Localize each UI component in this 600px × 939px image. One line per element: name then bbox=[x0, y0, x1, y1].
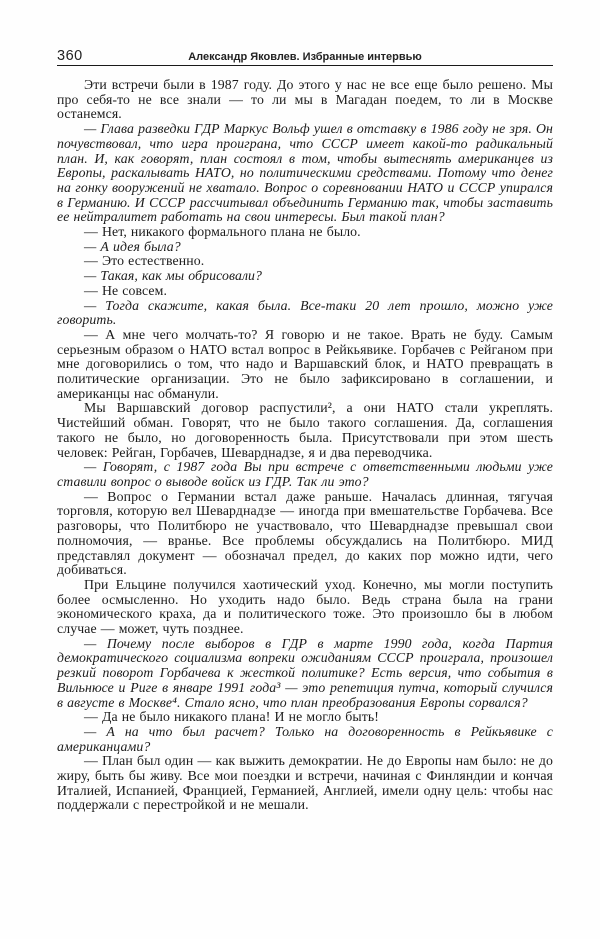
running-title: Александр Яковлев. Избранные интервью bbox=[188, 51, 422, 63]
interviewee-answer-paragraph: При Ельцине получился хаотический уход. Конечно, мы могли поступить более осмысленно. Но уходить надо было. Ведь страна была на грани экономического краха, да и политического тоже. Это произошло бы в любом случае — может, чуть позднее. bbox=[57, 576, 553, 637]
interviewee-answer-paragraph: — Вопрос о Германии встал даже раньше. Началась длинная, тягучая торговля, которую вел Шеварднадзе — иногда при вмешательстве Горбачева. Все разговоры, что Политбюро не участвовало, что Шеварднадзе превышал свои полномочия, — вранье. Все проблемы обсуждались на Политбюро. МИД представлял документ — обозначал предел, до каких пор можно идти, чего добиваться. bbox=[57, 488, 553, 578]
interviewer-question-paragraph: — Глава разведки ГДР Маркус Вольф ушел в отставку в 1986 году не зря. Он почувствовал, что игра проиграна, что СССР имеет какой-то радикальный план. И, как говорят, план состоял в том, чтобы вытеснять американцев из Европы, раскалывать НАТО, но политическими средствами. Потому что денег на гонку вооружений не хватало. Вопрос о соревновании НАТО и СССР упирался в Германию. И СССР рассчитывал объединить Германию так, чтобы заставить ее нейтралитет работать на свои интересы. Был такой план? bbox=[57, 121, 553, 225]
interviewee-answer-paragraph: Эти встречи были в 1987 году. До этого у нас не все еще было решено. Мы про себя-то не все знали — то ли мы в Магадан поедем, то ли в Москве останемся. bbox=[57, 77, 553, 122]
interviewer-question-paragraph: — Тогда скажите, какая была. Все-таки 20 лет прошло, можно уже говорить. bbox=[57, 297, 553, 328]
text-block bbox=[57, 46, 553, 813]
interviewee-answer-paragraph: — А мне чего молчать-то? Я говорю и не такое. Врать не буду. Самым серьезным образом о НАТО встал вопрос в Рейкьявике. Горбачев с Рейганом при мне договорились о том, что надо и Варшавский блок, и НАТО превращать в политические организации. Это не было зафиксировано в соглашении, и американцы нас обманули. bbox=[57, 326, 553, 401]
interviewee-answer-paragraph: Мы Варшавский договор распустили², а они НАТО стали укреплять. Чистейший обман. Говорят, что не было такого соглашения. Да, соглашения такого не было, но договоренность была. Присутствовали при этом шесть человек: Рейган, Горбачев, Шеварднадзе, я и два переводчика. bbox=[57, 400, 553, 460]
interviewee-answer-paragraph: — Да не было никакого плана! И не могло быть! bbox=[84, 709, 379, 725]
interviewer-question-paragraph: — А идея была? bbox=[84, 238, 181, 254]
interviewer-question-paragraph: — А на что был расчет? Только на договоренность в Рейкьявике с американцами? bbox=[57, 723, 553, 754]
interviewee-answer-paragraph: — План был один — как выжить демократии. Не до Европы нам было: не до жиру, быть бы живу. Все мои поездки и встречи, начиная с Финляндии и кончая Италией, Испанией, Францией, Германией, Англией, имели одну цель: чтобы нас поддержали с перестройкой и не мешали. bbox=[57, 753, 553, 813]
interviewer-question-paragraph: — Такая, как мы обрисовали? bbox=[84, 268, 263, 284]
interviewee-answer-paragraph: — Не совсем. bbox=[84, 282, 168, 298]
page-body bbox=[57, 78, 553, 813]
interviewee-answer-paragraph: — Нет, никакого формального плана не было. bbox=[84, 224, 361, 240]
interviewee-answer-paragraph: — Это естественно. bbox=[84, 253, 205, 269]
page-header bbox=[57, 46, 553, 66]
interviewer-question-paragraph: — Почему после выборов в ГДР в марте 1990 года, когда Партия демократического социализма вопреки ожиданиям СССР проиграла, произошел резкий поворот Горбачева к жесткой политике? Есть версия, что события в Вильнюсе и Риге в январе 1991 года³ — это репетиция путча, который случился в августе в Москве⁴. Стало ясно, что план преобразования Европы сорвался? bbox=[57, 635, 553, 710]
page-number: 360 bbox=[57, 48, 83, 64]
interviewer-question-paragraph: — Говорят, с 1987 года Вы при встрече с ответственными людьми уже ставили вопрос о выводе войск из ГДР. Так ли это? bbox=[57, 459, 553, 489]
